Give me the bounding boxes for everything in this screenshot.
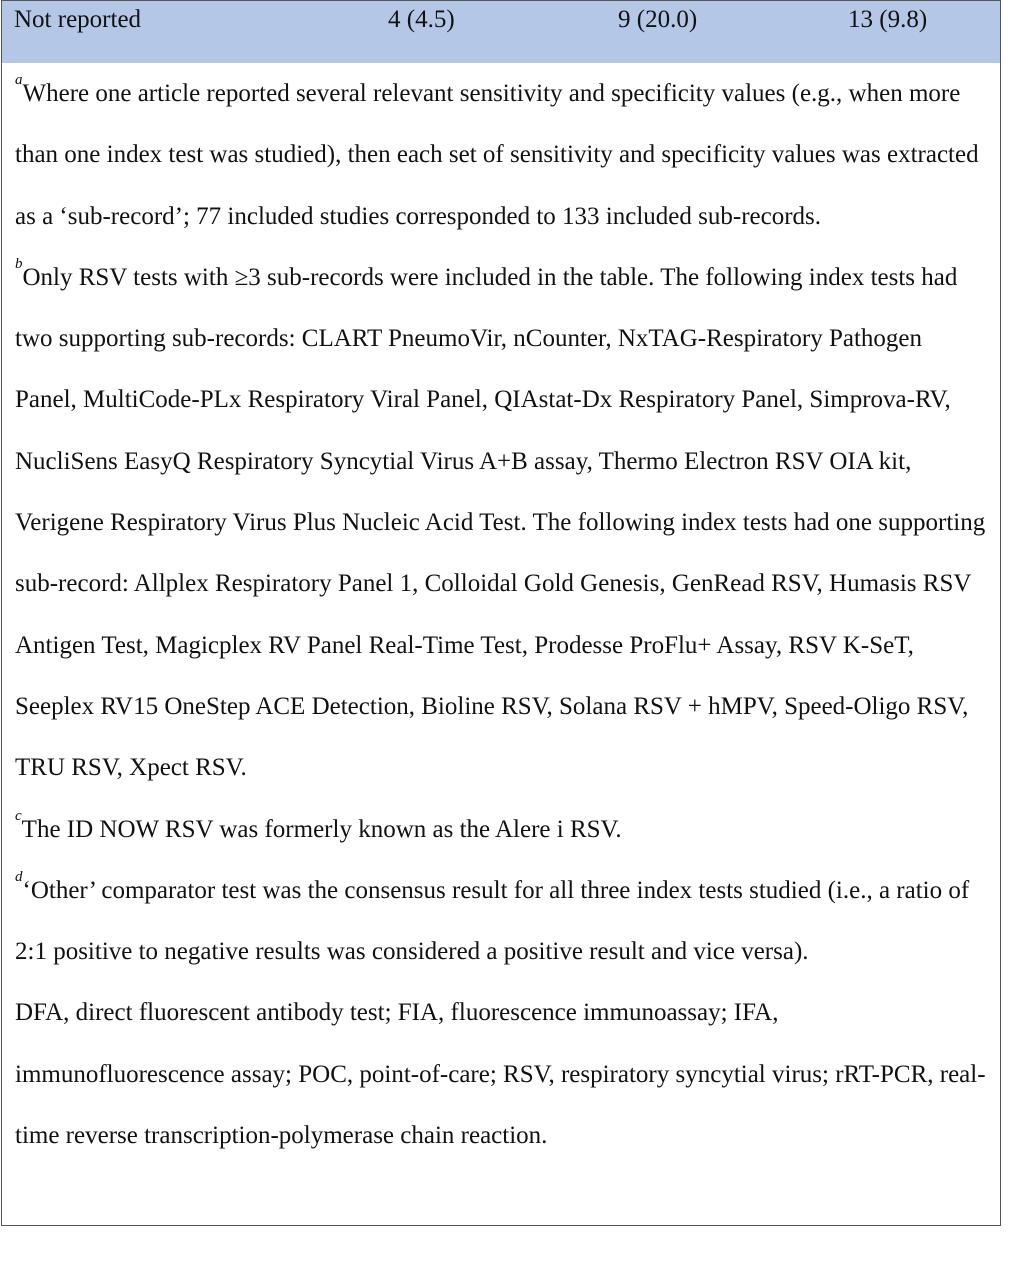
table-footnotes <box>15 63 990 1166</box>
footnote-marker-c: c <box>15 807 22 824</box>
footnote-marker-a: a <box>15 72 23 88</box>
footnote-marker-b: b <box>15 255 23 272</box>
cell-col3: 13 (9.8) <box>848 6 928 33</box>
footnote-c <box>15 799 990 860</box>
table-frame <box>1 0 1001 1226</box>
footnote-marker-d: d <box>15 868 23 885</box>
footnote-a <box>15 63 990 247</box>
abbreviations-note: DFA, direct fluorescent antibody test; FIA, fluorescence immunoassay; IFA, immunofluorescence assay; POC, point-of-care; RSV, respiratory syncytial virus; rRT-PCR, real-time reverse transcription-polymerase chain reaction. <box>15 999 986 1150</box>
cell-col1: 4 (4.5) <box>388 6 455 33</box>
table-row-not-reported <box>2 1 1000 63</box>
footnote-d <box>15 860 990 983</box>
footnote-a-text: Where one article reported several relevant sensitivity and specificity values (e.g., when more than one index test was studied), then each set of sensitivity and specificity values was extracted as a ‘sub-record’; 77 included studies corresponded to 133 included sub-records. <box>15 80 979 230</box>
row-label: Not reported <box>14 6 142 33</box>
footnote-d-text: ‘Other’ comparator test was the consensus result for all three index tests studied (i.e., a ratio of 2:1 positive to negative results was considered a positive result and vice versa). <box>15 876 970 966</box>
cell-col2: 9 (20.0) <box>618 6 698 33</box>
footnote-c-text: The ID NOW RSV was formerly known as the Alere i RSV. <box>21 815 622 843</box>
footnote-b-text: Only RSV tests with ≥3 sub-records were included in the table. The following index tests had two supporting sub-records: CLART PneumoVir, nCounter, NxTAG-Respiratory Pathogen Panel, MultiCode-PLx Respiratory Viral Panel, QIAstat-Dx Respiratory Panel, Simprova-RV, NucliSens EasyQ Respiratory Syncytial Virus A+B assay, Thermo Electron RSV OIA kit, Verigene Respiratory Virus Plus Nucleic Acid Test. The following index tests had one supporting sub-record: Allplex Respiratory Panel 1, Colloidal Gold Genesis, GenRead RSV, Humasis RSV Antigen Test, Magicplex RV Panel Real-Time Test, Prodesse ProFlu+ Assay, RSV K-SeT, Seeplex RV15 OneStep ACE Detection, Bioline RSV, Solana RSV + hMPV, Speed-Oligo RSV, TRU RSV, Xpect RSV. <box>15 263 986 782</box>
footnote-b <box>15 247 990 799</box>
